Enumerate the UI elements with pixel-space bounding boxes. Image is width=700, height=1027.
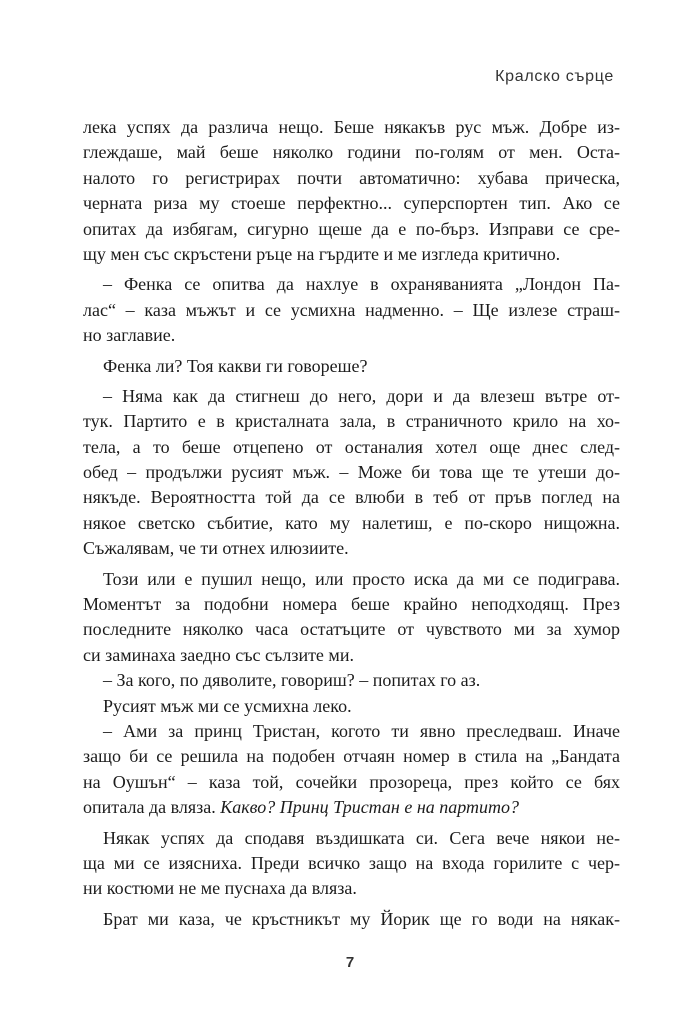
text-line: лас“ – каза мъжът и се усмихна надменно. – Ще излезе страш- (83, 299, 620, 320)
text-line: глеждаше, май беше няколко години по-голям от мен. Оста- (83, 142, 620, 163)
text-line: ща ми се изясниха. Преди всичко защо на входа горилите с чер- (83, 852, 620, 873)
text-line: – Фенка се опитва да нахлуе в охраняванията „Лондон Па- (103, 274, 620, 295)
italic-thought: Какво? Принц Тристан е на партито? (220, 797, 520, 818)
page-number: 7 (345, 954, 355, 971)
text-line: Брат ми каза, че кръстникът му Йорик ще го води на някак- (103, 908, 620, 929)
text-line: Този или е пушил нещо, или просто иска да ми се подиграва. (103, 568, 620, 589)
text-line (83, 795, 620, 820)
text-line: Съжалявам, че ти отнех илюзиите. (83, 538, 349, 559)
text-line: лека успях да различа нещо. Беше някакъв рус мъж. Добре из- (83, 117, 620, 137)
text-line: на Оушън“ – каза той, сочейки прозореца, през който се бях (83, 771, 620, 792)
text-line: Някак успях да сподавя въздишката си. Сега вече някои не- (103, 827, 620, 848)
text-line: си заминаха заедно със сълзите ми. (83, 644, 354, 665)
text-line: черната риза му стоеше перфектно... суперспортен тип. Ако се (83, 193, 620, 214)
text-line: налото го регистрирах почти автоматично: хубава прическа, (83, 167, 620, 188)
text-line: опитах да избягам, сигурно щеше да е по-бърз. Изправи се сре- (83, 218, 620, 239)
text-line: някъде. Вероятността той да се влюби в теб от пръв поглед на (83, 487, 620, 508)
text-line: някое светско събитие, като му налетиш, е по-скоро нищожна. (83, 512, 620, 533)
text-line: щу мен със скръстени ръце на гърдите и ме изгледа критично. (83, 243, 561, 264)
text-line: – Няма как да стигнеш до него, дори и да влезеш вътре от- (103, 385, 620, 406)
body-text (83, 115, 620, 932)
text-line: – За кого, по дяволите, говориш? – попитах го аз. (103, 670, 481, 691)
text-line: защо би се решила на подобен отчаян номер в стила на „Бандата (83, 746, 620, 767)
text-line: но заглавие. (83, 325, 176, 346)
text-line: Русият мъж ми се усмихна леко. (103, 695, 352, 716)
text-line: обед – продължи русият мъж. – Може би това ще те утеши до- (83, 462, 620, 483)
text-line: Моментът за подобни номера беше крайно неподходящ. През (83, 594, 620, 615)
text-line: ни костюми не ме пуснаха да вляза. (83, 878, 357, 899)
text-line: последните няколко часа остатъците от чувството ми за хумор (83, 619, 620, 640)
text-line: Фенка ли? Тоя какви ги говореше? (103, 355, 368, 376)
text-run: опитала да вляза. (83, 797, 221, 818)
running-head: Кралско сърце (495, 68, 614, 85)
text-line: – Ами за принц Тристан, когото ти явно преследваш. Иначе (103, 720, 620, 741)
text-line: тела, а то беше отцепено от останалия хотел още днес след- (83, 436, 620, 457)
text-line: тук. Партито е в кристалната зала, в страничното крило на хо- (83, 411, 620, 432)
